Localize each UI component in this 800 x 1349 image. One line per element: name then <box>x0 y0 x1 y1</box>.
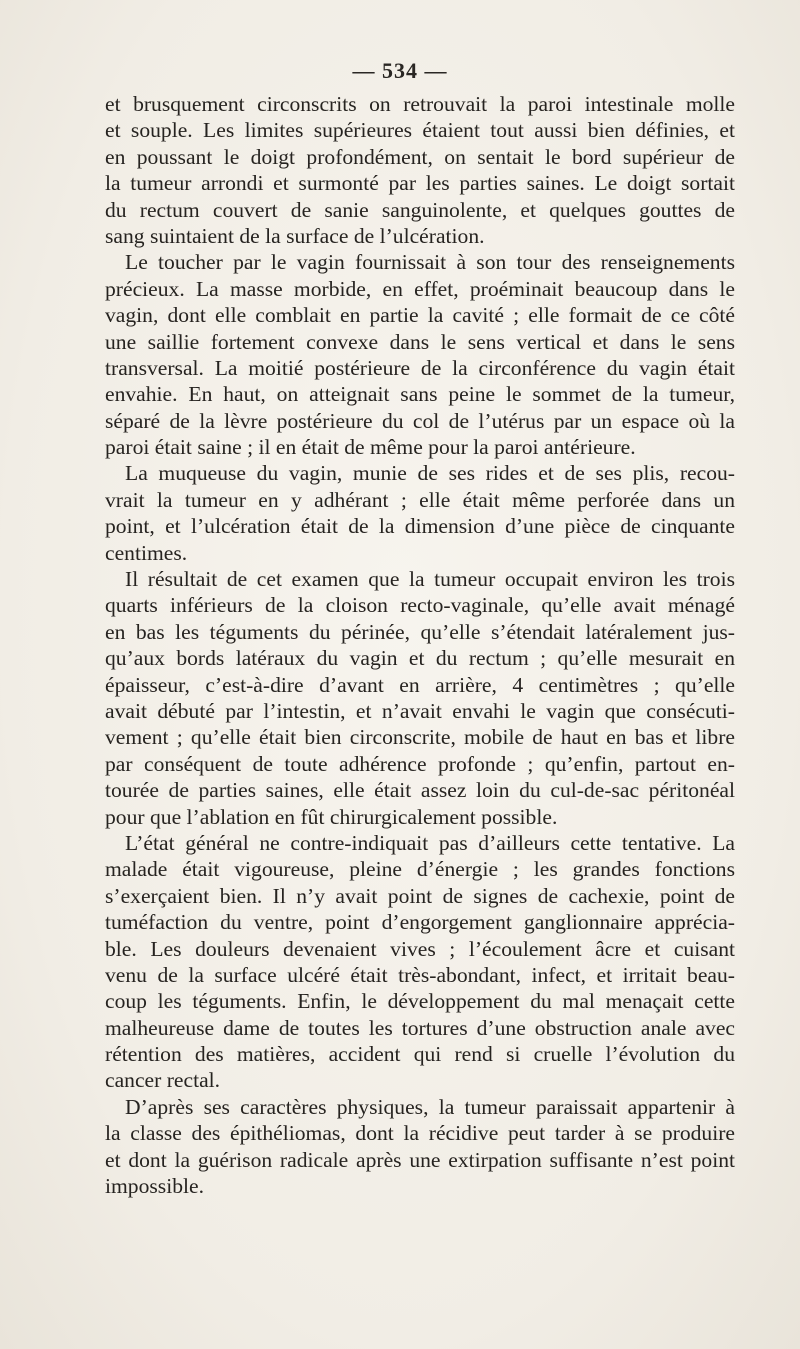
text-line: sang suintaient de la surface de l’ulcération. <box>105 223 485 248</box>
page-number: — 534 — <box>352 58 448 83</box>
text-line: et souple. Les limites supérieures étaient tout aussi bien définies, et <box>105 118 735 143</box>
text-line: cancer rectal. <box>105 1068 221 1093</box>
text-line: La muqueuse du vagin, munie de ses rides et de ses plis, recou- <box>125 461 735 486</box>
text-line: s’exerçaient bien. Il n’y avait point de signes de cachexie, point de <box>105 883 735 908</box>
text-line: impossible. <box>105 1174 204 1199</box>
text-line: la classe des épithéliomas, dont la récidive peut tarder à se produire <box>105 1121 735 1146</box>
text-line: tourée de parties saines, elle était assez loin du cul-de-sac péritonéal <box>105 778 735 803</box>
text-line: quarts inférieurs de la cloison recto-vaginale, qu’elle avait ménagé <box>105 593 735 618</box>
text-line: du rectum couvert de sanie sanguinolente, et quelques gouttes de <box>105 197 735 222</box>
text-line: pour que l’ablation en fût chirurgicalement possible. <box>105 804 558 829</box>
text-line: venu de la surface ulcéré était très-abondant, infect, et irritait beau- <box>105 962 735 987</box>
text-line: et brusquement circonscrits on retrouvait la paroi intestinale molle <box>105 92 735 116</box>
text-line: D’après ses caractères physiques, la tumeur paraissait appartenir à <box>125 1094 735 1119</box>
body-text <box>105 91 735 1199</box>
text-line: centimes. <box>105 540 188 565</box>
text-line: séparé de la lèvre postérieure du col de l’utérus par un espace où la <box>105 408 735 433</box>
text-line: malade était vigoureuse, pleine d’énergie ; les grandes fonctions <box>105 857 735 882</box>
text-line: qu’aux bords latéraux du vagin et du rectum ; qu’elle mesurait en <box>105 646 735 671</box>
text-line: avait débuté par l’intestin, et n’avait envahi le vagin que consécuti- <box>105 698 735 723</box>
text-line: vement ; qu’elle était bien circonscrite, mobile de haut en bas et libre <box>105 725 735 750</box>
text-line: tuméfaction du ventre, point d’engorgement ganglionnaire apprécia- <box>105 910 735 935</box>
text-line: envahie. En haut, on atteignait sans peine le sommet de la tumeur, <box>105 382 735 407</box>
text-line: transversal. La moitié postérieure de la circonférence du vagin était <box>105 355 735 380</box>
text-line: épaisseur, c’est-à-dire d’avant en arrière, 4 centimètres ; qu’elle <box>105 672 735 697</box>
text-line: paroi était saine ; il en était de même pour la paroi antérieure. <box>105 435 636 460</box>
text-line: la tumeur arrondi et surmonté par les parties saines. Le doigt sortait <box>105 171 735 196</box>
text-line: par conséquent de toute adhérence profonde ; qu’enfin, partout en- <box>105 751 735 776</box>
text-line: Le toucher par le vagin fournissait à son tour des renseignements <box>125 250 735 275</box>
text-line: précieux. La masse morbide, en effet, proéminait beaucoup dans le <box>105 276 735 301</box>
text-line: ble. Les douleurs devenaient vives ; l’écoulement âcre et cuisant <box>105 936 735 961</box>
text-line: point, et l’ulcération était de la dimension d’une pièce de cinquante <box>105 514 735 539</box>
text-line: Il résultait de cet examen que la tumeur occupait environ les trois <box>125 567 735 592</box>
text-line: en bas les téguments du périnée, qu’elle s’étendait latéralement jus- <box>105 619 735 644</box>
text-line: malheureuse dame de toutes les tortures d’une obstruction anale avec <box>105 1015 735 1040</box>
text-line: et dont la guérison radicale après une extirpation suffisante n’est point <box>105 1147 735 1172</box>
text-line: L’état général ne contre-indiquait pas d’ailleurs cette tentative. La <box>125 830 735 855</box>
text-line: vagin, dont elle comblait en partie la cavité ; elle formait de ce côté <box>105 303 735 328</box>
text-line: vrait la tumeur en y adhérant ; elle était même perforée dans un <box>105 487 735 512</box>
text-line: rétention des matières, accident qui rend si cruelle l’évolution du <box>105 1042 735 1067</box>
text-line: en poussant le doigt profondément, on sentait le bord supérieur de <box>105 144 735 169</box>
text-line: coup les téguments. Enfin, le développement du mal menaçait cette <box>105 989 735 1014</box>
text-line: une saillie fortement convexe dans le sens vertical et dans le sens <box>105 329 735 354</box>
